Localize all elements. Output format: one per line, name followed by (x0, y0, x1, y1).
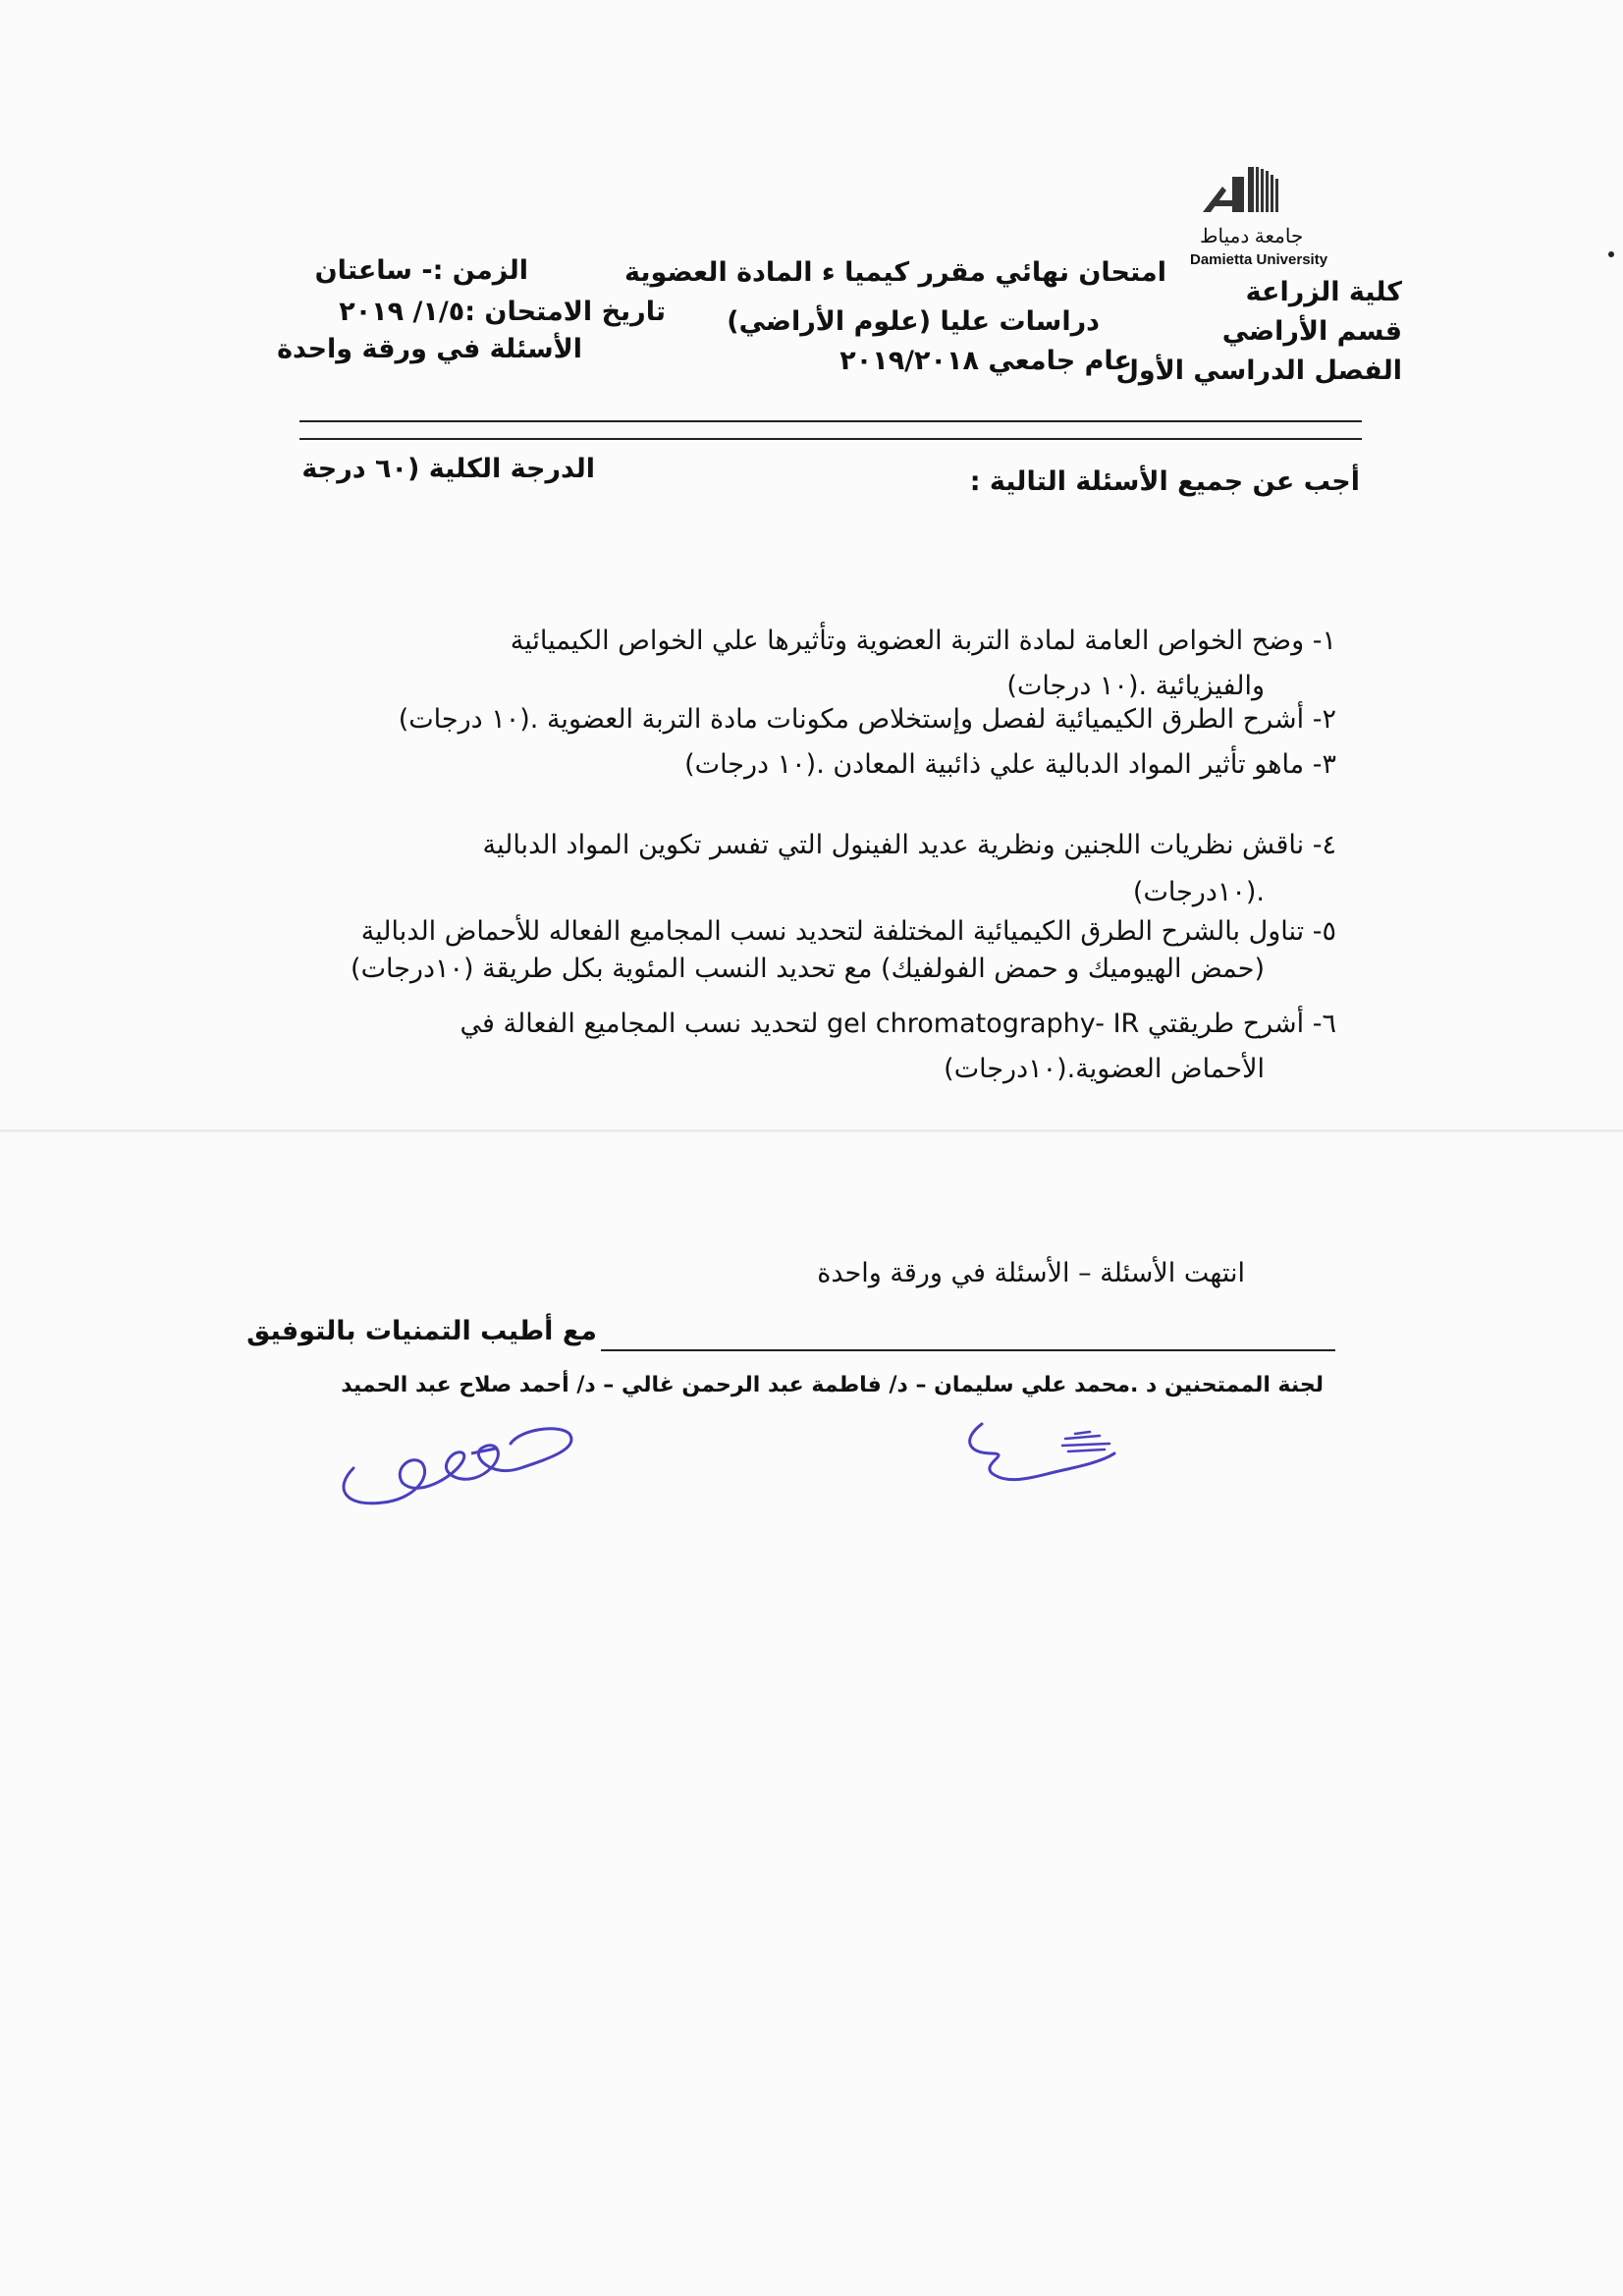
total-marks: الدرجة الكلية (٦٠ درجة (301, 454, 595, 484)
question-number: ٥- (1312, 916, 1336, 947)
academic-year: عام جامعي ٢٠١٩/٢٠١٨ (839, 346, 1132, 376)
question-1-continued: والفيزيائية .(١٠ درجات) (1006, 671, 1265, 701)
best-wishes: مع أطيب التمنيات بالتوفيق (246, 1316, 597, 1346)
question-number: ١- (1312, 626, 1336, 656)
signature-right (952, 1394, 1149, 1497)
program-name: دراسات عليا (علوم الأراضي) (727, 306, 1100, 337)
question-text: وضح الخواص العامة لمادة التربة العضوية وتأثيرها علي الخواص الكيميائية (510, 626, 1305, 656)
question-number: ٦- (1312, 1009, 1336, 1039)
header-divider-top (299, 420, 1362, 422)
question-text: ماهو تأثير المواد الدبالية علي ذائبية المعادن .(١٠ درجات) (684, 749, 1305, 780)
question-number: ٣- (1312, 749, 1336, 780)
logo-english-name: Damietta University (1190, 251, 1328, 268)
speck (1608, 251, 1614, 257)
question-6-continued: الأحماض العضوية.(١٠درجات) (944, 1054, 1265, 1084)
answer-all-instruction: أجب عن جميع الأسئلة التالية : (969, 466, 1360, 497)
exam-duration: الزمن :- ساعتان (314, 255, 528, 286)
exam-title: امتحان نهائي مقرر كيميا ء المادة العضوية (624, 257, 1166, 288)
header-divider-bottom (299, 438, 1362, 440)
question-text: تناول بالشرح الطرق الكيميائية المختلفة لتحديد نسب المجاميع الفعاله للأحماض الدبالية (360, 916, 1305, 947)
question-2 (256, 697, 1336, 742)
question-text: ناقش نظريات اللجنين ونظرية عديد الفينول التي تفسر تكوين المواد الدبالية (482, 830, 1305, 860)
paper-crease (0, 1129, 1623, 1132)
question-4-continued: .(١٠درجات) (1132, 877, 1265, 907)
exam-date: تاريخ الامتحان :١/٥/ ٢٠١٩ (339, 297, 666, 327)
examiners-committee: لجنة الممتحنين د .محمد علي سليمان – د/ فاطمة عبد الرحمن غالي – د/ أحمد صلاح عبد الحميد (341, 1373, 1324, 1397)
logo-arabic-name: جامعة دمياط (1200, 226, 1304, 247)
question-6 (256, 1002, 1336, 1047)
questions-sheet-note: الأسئلة في ورقة واحدة (277, 334, 582, 364)
faculty-name: كلية الزراعة (1245, 277, 1402, 307)
question-5-continued: (حمض الهيوميك و حمض الفولفيك) مع تحديد النسب المئوية بكل طريقة (١٠درجات) (351, 954, 1265, 984)
university-logo-icon (1193, 157, 1301, 226)
question-number: ٤- (1312, 830, 1336, 860)
question-text: أشرح طريقتي gel chromatography- IR لتحديد نسب المجاميع الفعالة في (460, 1009, 1305, 1039)
question-4 (256, 823, 1336, 868)
question-1 (256, 619, 1336, 664)
question-3 (256, 742, 1336, 788)
department-name: قسم الأراضي (1221, 316, 1402, 347)
semester: الفصل الدراسي الأول (1115, 355, 1402, 386)
signature-left (324, 1409, 599, 1521)
question-text: أشرح الطرق الكيميائية لفصل وإستخلاص مكونات مادة التربة العضوية .(١٠ درجات) (398, 704, 1305, 735)
question-number: ٢- (1312, 704, 1336, 735)
end-of-questions-note: انتهت الأسئلة – الأسئلة في ورقة واحدة (817, 1258, 1245, 1288)
signature-line (601, 1349, 1335, 1351)
